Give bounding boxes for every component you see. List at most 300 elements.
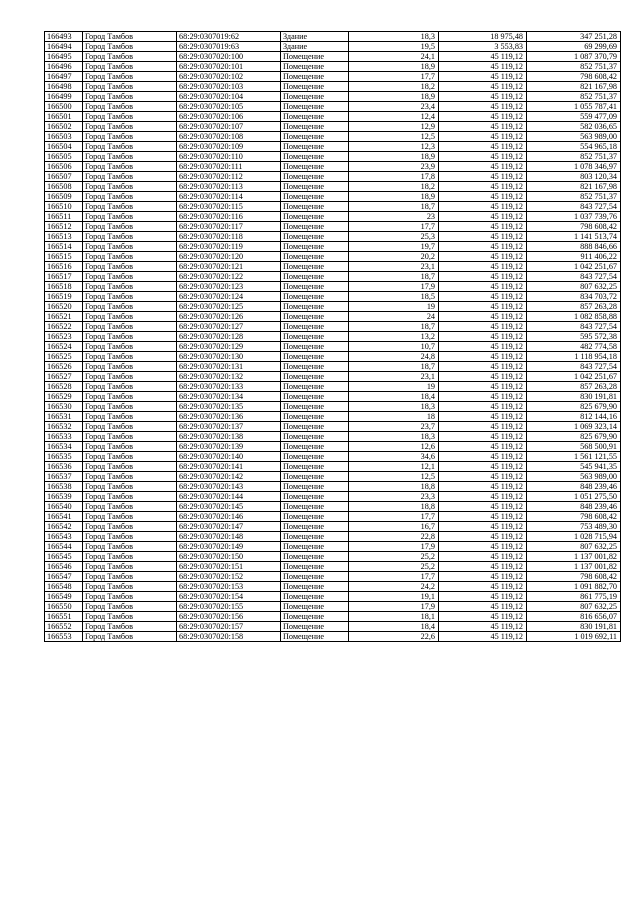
- row-number-cell: 166546: [45, 562, 83, 572]
- city-cell: Город Тамбов: [83, 322, 177, 332]
- row-number-cell: 166517: [45, 272, 83, 282]
- table-row: [45, 252, 621, 262]
- cadastral-number-cell: 68:29:0307019:63: [177, 42, 281, 52]
- table-row: [45, 192, 621, 202]
- area-cell: 22,6: [349, 632, 439, 642]
- city-cell: Город Тамбов: [83, 332, 177, 342]
- specific-value-cell: 45 119,12: [439, 622, 527, 632]
- cadastral-value-cell: 1 069 323,14: [527, 422, 621, 432]
- row-number-cell: 166544: [45, 542, 83, 552]
- cadastral-value-cell: 843 727,54: [527, 322, 621, 332]
- cadastral-value-cell: 798 608,42: [527, 512, 621, 522]
- cadastral-number-cell: 68:29:0307020:119: [177, 242, 281, 252]
- table-row: [45, 392, 621, 402]
- row-number-cell: 166498: [45, 82, 83, 92]
- row-number-cell: 166542: [45, 522, 83, 532]
- specific-value-cell: 45 119,12: [439, 632, 527, 642]
- specific-value-cell: 3 553,83: [439, 42, 527, 52]
- object-type-cell: Помещение: [281, 282, 349, 292]
- specific-value-cell: 45 119,12: [439, 52, 527, 62]
- table-row: [45, 562, 621, 572]
- table-row: [45, 382, 621, 392]
- cadastral-number-cell: 68:29:0307020:138: [177, 432, 281, 442]
- table-row: [45, 212, 621, 222]
- object-type-cell: Помещение: [281, 112, 349, 122]
- cadastral-value-cell: 1 051 275,50: [527, 492, 621, 502]
- city-cell: Город Тамбов: [83, 612, 177, 622]
- table-row: [45, 292, 621, 302]
- cadastral-value-cell: 1 082 858,88: [527, 312, 621, 322]
- area-cell: 12,5: [349, 472, 439, 482]
- object-type-cell: Помещение: [281, 242, 349, 252]
- object-type-cell: Помещение: [281, 492, 349, 502]
- object-type-cell: Помещение: [281, 592, 349, 602]
- cadastral-value-cell: 563 989,00: [527, 132, 621, 142]
- cadastral-number-cell: 68:29:0307020:136: [177, 412, 281, 422]
- table-row: [45, 122, 621, 132]
- city-cell: Город Тамбов: [83, 42, 177, 52]
- cadastral-number-cell: 68:29:0307020:110: [177, 152, 281, 162]
- object-type-cell: Помещение: [281, 82, 349, 92]
- specific-value-cell: 45 119,12: [439, 592, 527, 602]
- area-cell: 18,9: [349, 192, 439, 202]
- area-cell: 18,7: [349, 362, 439, 372]
- cadastral-value-cell: 911 406,22: [527, 252, 621, 262]
- row-number-cell: 166537: [45, 472, 83, 482]
- table-row: [45, 362, 621, 372]
- object-type-cell: Помещение: [281, 172, 349, 182]
- row-number-cell: 166527: [45, 372, 83, 382]
- cadastral-value-cell: 834 703,72: [527, 292, 621, 302]
- city-cell: Город Тамбов: [83, 532, 177, 542]
- object-type-cell: Помещение: [281, 522, 349, 532]
- object-type-cell: Помещение: [281, 62, 349, 72]
- object-type-cell: Помещение: [281, 552, 349, 562]
- cadastral-value-cell: 753 489,30: [527, 522, 621, 532]
- table-row: [45, 512, 621, 522]
- cadastral-number-cell: 68:29:0307020:125: [177, 302, 281, 312]
- specific-value-cell: 45 119,12: [439, 222, 527, 232]
- specific-value-cell: 45 119,12: [439, 232, 527, 242]
- specific-value-cell: 45 119,12: [439, 182, 527, 192]
- cadastral-number-cell: 68:29:0307020:158: [177, 632, 281, 642]
- row-number-cell: 166497: [45, 72, 83, 82]
- cadastral-value-cell: 69 299,69: [527, 42, 621, 52]
- row-number-cell: 166538: [45, 482, 83, 492]
- specific-value-cell: 45 119,12: [439, 422, 527, 432]
- specific-value-cell: 45 119,12: [439, 262, 527, 272]
- specific-value-cell: 45 119,12: [439, 122, 527, 132]
- table-row: [45, 202, 621, 212]
- city-cell: Город Тамбов: [83, 522, 177, 532]
- cadastral-value-cell: 1 561 121,55: [527, 452, 621, 462]
- object-type-cell: Помещение: [281, 122, 349, 132]
- table-row: [45, 402, 621, 412]
- cadastral-number-cell: 68:29:0307020:141: [177, 462, 281, 472]
- table-row: [45, 422, 621, 432]
- specific-value-cell: 45 119,12: [439, 522, 527, 532]
- specific-value-cell: 45 119,12: [439, 192, 527, 202]
- object-type-cell: Помещение: [281, 562, 349, 572]
- city-cell: Город Тамбов: [83, 262, 177, 272]
- area-cell: 18,9: [349, 62, 439, 72]
- table-row: [45, 102, 621, 112]
- cadastral-value-cell: 1 028 715,94: [527, 532, 621, 542]
- area-cell: 24,8: [349, 352, 439, 362]
- specific-value-cell: 45 119,12: [439, 212, 527, 222]
- area-cell: 24,1: [349, 52, 439, 62]
- cadastral-value-cell: 1 037 739,76: [527, 212, 621, 222]
- specific-value-cell: 45 119,12: [439, 452, 527, 462]
- table-row: [45, 42, 621, 52]
- row-number-cell: 166530: [45, 402, 83, 412]
- row-number-cell: 166514: [45, 242, 83, 252]
- cadastral-value-cell: 1 118 954,18: [527, 352, 621, 362]
- table-row: [45, 272, 621, 282]
- cadastral-value-cell: 857 263,28: [527, 382, 621, 392]
- table-row: [45, 262, 621, 272]
- city-cell: Город Тамбов: [83, 422, 177, 432]
- city-cell: Город Тамбов: [83, 412, 177, 422]
- city-cell: Город Тамбов: [83, 362, 177, 372]
- row-number-cell: 166522: [45, 322, 83, 332]
- cadastral-number-cell: 68:29:0307020:122: [177, 272, 281, 282]
- table-row: [45, 372, 621, 382]
- area-cell: 18,3: [349, 432, 439, 442]
- object-type-cell: Помещение: [281, 202, 349, 212]
- cadastral-number-cell: 68:29:0307020:135: [177, 402, 281, 412]
- row-number-cell: 166539: [45, 492, 83, 502]
- table-row: [45, 62, 621, 72]
- table-row: [45, 182, 621, 192]
- row-number-cell: 166540: [45, 502, 83, 512]
- row-number-cell: 166525: [45, 352, 83, 362]
- table-row: [45, 132, 621, 142]
- cadastral-number-cell: 68:29:0307020:111: [177, 162, 281, 172]
- object-type-cell: Помещение: [281, 72, 349, 82]
- area-cell: 17,9: [349, 602, 439, 612]
- row-number-cell: 166493: [45, 32, 83, 42]
- table-row: [45, 432, 621, 442]
- table-row: [45, 72, 621, 82]
- specific-value-cell: 45 119,12: [439, 272, 527, 282]
- cadastral-number-cell: 68:29:0307020:131: [177, 362, 281, 372]
- table-row: [45, 602, 621, 612]
- specific-value-cell: 45 119,12: [439, 92, 527, 102]
- city-cell: Город Тамбов: [83, 52, 177, 62]
- cadastral-value-cell: 857 263,28: [527, 302, 621, 312]
- object-type-cell: Помещение: [281, 482, 349, 492]
- cadastral-value-cell: 568 500,91: [527, 442, 621, 452]
- cadastral-value-cell: 843 727,54: [527, 362, 621, 372]
- specific-value-cell: 45 119,12: [439, 482, 527, 492]
- row-number-cell: 166526: [45, 362, 83, 372]
- cadastral-value-cell: 825 679,90: [527, 402, 621, 412]
- cadastral-value-cell: 848 239,46: [527, 482, 621, 492]
- row-number-cell: 166495: [45, 52, 83, 62]
- cadastral-number-cell: 68:29:0307020:127: [177, 322, 281, 332]
- object-type-cell: Помещение: [281, 182, 349, 192]
- table-row: [45, 472, 621, 482]
- city-cell: Город Тамбов: [83, 32, 177, 42]
- specific-value-cell: 45 119,12: [439, 552, 527, 562]
- cadastral-number-cell: 68:29:0307020:115: [177, 202, 281, 212]
- row-number-cell: 166496: [45, 62, 83, 72]
- table-row: [45, 552, 621, 562]
- table-row: [45, 582, 621, 592]
- cadastral-value-cell: 830 191,81: [527, 622, 621, 632]
- city-cell: Город Тамбов: [83, 252, 177, 262]
- object-type-cell: Помещение: [281, 402, 349, 412]
- row-number-cell: 166551: [45, 612, 83, 622]
- area-cell: 13,2: [349, 332, 439, 342]
- cadastral-value-cell: 798 608,42: [527, 222, 621, 232]
- specific-value-cell: 45 119,12: [439, 112, 527, 122]
- area-cell: 18,1: [349, 612, 439, 622]
- city-cell: Город Тамбов: [83, 272, 177, 282]
- specific-value-cell: 45 119,12: [439, 352, 527, 362]
- table-row: [45, 332, 621, 342]
- city-cell: Город Тамбов: [83, 192, 177, 202]
- table-row: [45, 532, 621, 542]
- row-number-cell: 166502: [45, 122, 83, 132]
- city-cell: Город Тамбов: [83, 552, 177, 562]
- row-number-cell: 166536: [45, 462, 83, 472]
- city-cell: Город Тамбов: [83, 72, 177, 82]
- cadastral-value-cell: 563 989,00: [527, 472, 621, 482]
- area-cell: 18,4: [349, 622, 439, 632]
- table-row: [45, 452, 621, 462]
- specific-value-cell: 45 119,12: [439, 562, 527, 572]
- city-cell: Город Тамбов: [83, 142, 177, 152]
- area-cell: 19,1: [349, 592, 439, 602]
- cadastral-number-cell: 68:29:0307020:101: [177, 62, 281, 72]
- cadastral-number-cell: 68:29:0307020:147: [177, 522, 281, 532]
- cadastral-value-cell: 582 036,65: [527, 122, 621, 132]
- object-type-cell: Помещение: [281, 442, 349, 452]
- row-number-cell: 166494: [45, 42, 83, 52]
- table-row: [45, 242, 621, 252]
- cadastral-number-cell: 68:29:0307020:113: [177, 182, 281, 192]
- city-cell: Город Тамбов: [83, 342, 177, 352]
- cadastral-number-cell: 68:29:0307020:103: [177, 82, 281, 92]
- area-cell: 17,7: [349, 572, 439, 582]
- area-cell: 18,3: [349, 32, 439, 42]
- specific-value-cell: 45 119,12: [439, 472, 527, 482]
- specific-value-cell: 45 119,12: [439, 342, 527, 352]
- table-row: [45, 482, 621, 492]
- area-cell: 18,2: [349, 82, 439, 92]
- area-cell: 12,1: [349, 462, 439, 472]
- city-cell: Город Тамбов: [83, 542, 177, 552]
- row-number-cell: 166523: [45, 332, 83, 342]
- area-cell: 18,7: [349, 322, 439, 332]
- cadastral-value-cell: 1 042 251,67: [527, 262, 621, 272]
- object-type-cell: Помещение: [281, 412, 349, 422]
- cadastral-value-cell: 1 137 001,82: [527, 562, 621, 572]
- cadastral-number-cell: 68:29:0307020:121: [177, 262, 281, 272]
- table-body: [45, 32, 621, 642]
- row-number-cell: 166520: [45, 302, 83, 312]
- object-type-cell: Помещение: [281, 572, 349, 582]
- cadastral-value-cell: 1 141 513,74: [527, 232, 621, 242]
- row-number-cell: 166550: [45, 602, 83, 612]
- row-number-cell: 166541: [45, 512, 83, 522]
- row-number-cell: 166518: [45, 282, 83, 292]
- object-type-cell: Помещение: [281, 502, 349, 512]
- table-row: [45, 222, 621, 232]
- row-number-cell: 166534: [45, 442, 83, 452]
- specific-value-cell: 45 119,12: [439, 542, 527, 552]
- table-row: [45, 302, 621, 312]
- row-number-cell: 166533: [45, 432, 83, 442]
- row-number-cell: 166511: [45, 212, 83, 222]
- specific-value-cell: 45 119,12: [439, 172, 527, 182]
- area-cell: 17,7: [349, 72, 439, 82]
- area-cell: 18,2: [349, 182, 439, 192]
- row-number-cell: 166528: [45, 382, 83, 392]
- area-cell: 23,3: [349, 492, 439, 502]
- object-type-cell: Помещение: [281, 132, 349, 142]
- row-number-cell: 166508: [45, 182, 83, 192]
- object-type-cell: Помещение: [281, 102, 349, 112]
- cadastral-number-cell: 68:29:0307020:140: [177, 452, 281, 462]
- object-type-cell: Помещение: [281, 352, 349, 362]
- table-row: [45, 112, 621, 122]
- area-cell: 12,9: [349, 122, 439, 132]
- cadastral-number-cell: 68:29:0307020:157: [177, 622, 281, 632]
- area-cell: 25,3: [349, 232, 439, 242]
- area-cell: 24,2: [349, 582, 439, 592]
- object-type-cell: Помещение: [281, 232, 349, 242]
- row-number-cell: 166506: [45, 162, 83, 172]
- area-cell: 12,5: [349, 132, 439, 142]
- cadastral-number-cell: 68:29:0307020:149: [177, 542, 281, 552]
- cadastral-number-cell: 68:29:0307020:143: [177, 482, 281, 492]
- city-cell: Город Тамбов: [83, 222, 177, 232]
- cadastral-number-cell: 68:29:0307020:112: [177, 172, 281, 182]
- cadastral-number-cell: 68:29:0307020:114: [177, 192, 281, 202]
- object-type-cell: Помещение: [281, 382, 349, 392]
- city-cell: Город Тамбов: [83, 432, 177, 442]
- cadastral-value-cell: 821 167,98: [527, 82, 621, 92]
- city-cell: Город Тамбов: [83, 402, 177, 412]
- table-row: [45, 632, 621, 642]
- cadastral-value-table: [44, 31, 621, 642]
- cadastral-value-cell: 812 144,16: [527, 412, 621, 422]
- cadastral-value-cell: 848 239,46: [527, 502, 621, 512]
- cadastral-value-cell: 821 167,98: [527, 182, 621, 192]
- area-cell: 19: [349, 302, 439, 312]
- cadastral-value-cell: 816 656,07: [527, 612, 621, 622]
- cadastral-number-cell: 68:29:0307020:152: [177, 572, 281, 582]
- object-type-cell: Помещение: [281, 262, 349, 272]
- cadastral-number-cell: 68:29:0307020:100: [177, 52, 281, 62]
- row-number-cell: 166549: [45, 592, 83, 602]
- object-type-cell: Помещение: [281, 512, 349, 522]
- cadastral-value-cell: 807 632,25: [527, 282, 621, 292]
- area-cell: 19,7: [349, 242, 439, 252]
- row-number-cell: 166521: [45, 312, 83, 322]
- cadastral-number-cell: 68:29:0307020:142: [177, 472, 281, 482]
- specific-value-cell: 45 119,12: [439, 152, 527, 162]
- cadastral-value-cell: 843 727,54: [527, 202, 621, 212]
- specific-value-cell: 45 119,12: [439, 462, 527, 472]
- cadastral-number-cell: 68:29:0307020:148: [177, 532, 281, 542]
- cadastral-value-cell: 830 191,81: [527, 392, 621, 402]
- cadastral-number-cell: 68:29:0307020:117: [177, 222, 281, 232]
- cadastral-number-cell: 68:29:0307020:144: [177, 492, 281, 502]
- specific-value-cell: 45 119,12: [439, 242, 527, 252]
- area-cell: 23,9: [349, 162, 439, 172]
- cadastral-value-cell: 1 019 692,11: [527, 632, 621, 642]
- cadastral-number-cell: 68:29:0307020:118: [177, 232, 281, 242]
- row-number-cell: 166519: [45, 292, 83, 302]
- object-type-cell: Помещение: [281, 92, 349, 102]
- area-cell: 18,4: [349, 392, 439, 402]
- object-type-cell: Помещение: [281, 472, 349, 482]
- cadastral-number-cell: 68:29:0307020:130: [177, 352, 281, 362]
- object-type-cell: Помещение: [281, 432, 349, 442]
- city-cell: Город Тамбов: [83, 592, 177, 602]
- specific-value-cell: 45 119,12: [439, 512, 527, 522]
- area-cell: 20,2: [349, 252, 439, 262]
- city-cell: Город Тамбов: [83, 202, 177, 212]
- specific-value-cell: 45 119,12: [439, 162, 527, 172]
- specific-value-cell: 45 119,12: [439, 292, 527, 302]
- object-type-cell: Помещение: [281, 622, 349, 632]
- city-cell: Город Тамбов: [83, 442, 177, 452]
- city-cell: Город Тамбов: [83, 502, 177, 512]
- cadastral-number-cell: 68:29:0307019:62: [177, 32, 281, 42]
- table-row: [45, 172, 621, 182]
- cadastral-number-cell: 68:29:0307020:155: [177, 602, 281, 612]
- table-row: [45, 592, 621, 602]
- specific-value-cell: 45 119,12: [439, 492, 527, 502]
- cadastral-number-cell: 68:29:0307020:123: [177, 282, 281, 292]
- area-cell: 12,4: [349, 112, 439, 122]
- specific-value-cell: 45 119,12: [439, 102, 527, 112]
- specific-value-cell: 45 119,12: [439, 532, 527, 542]
- cadastral-value-cell: 1 078 346,97: [527, 162, 621, 172]
- object-type-cell: Помещение: [281, 542, 349, 552]
- area-cell: 23,1: [349, 372, 439, 382]
- specific-value-cell: 45 119,12: [439, 612, 527, 622]
- city-cell: Город Тамбов: [83, 212, 177, 222]
- specific-value-cell: 45 119,12: [439, 502, 527, 512]
- area-cell: 23,4: [349, 102, 439, 112]
- row-number-cell: 166552: [45, 622, 83, 632]
- object-type-cell: Помещение: [281, 162, 349, 172]
- city-cell: Город Тамбов: [83, 162, 177, 172]
- specific-value-cell: 45 119,12: [439, 322, 527, 332]
- city-cell: Город Тамбов: [83, 452, 177, 462]
- object-type-cell: Помещение: [281, 602, 349, 612]
- specific-value-cell: 45 119,12: [439, 282, 527, 292]
- cadastral-value-cell: 1 137 001,82: [527, 552, 621, 562]
- cadastral-value-cell: 852 751,37: [527, 192, 621, 202]
- cadastral-value-cell: 482 774,58: [527, 342, 621, 352]
- specific-value-cell: 45 119,12: [439, 432, 527, 442]
- object-type-cell: Помещение: [281, 452, 349, 462]
- object-type-cell: Помещение: [281, 582, 349, 592]
- cadastral-value-cell: 798 608,42: [527, 572, 621, 582]
- row-number-cell: 166499: [45, 92, 83, 102]
- table-row: [45, 542, 621, 552]
- cadastral-value-cell: 545 941,35: [527, 462, 621, 472]
- cadastral-value-cell: 1 042 251,67: [527, 372, 621, 382]
- object-type-cell: Помещение: [281, 532, 349, 542]
